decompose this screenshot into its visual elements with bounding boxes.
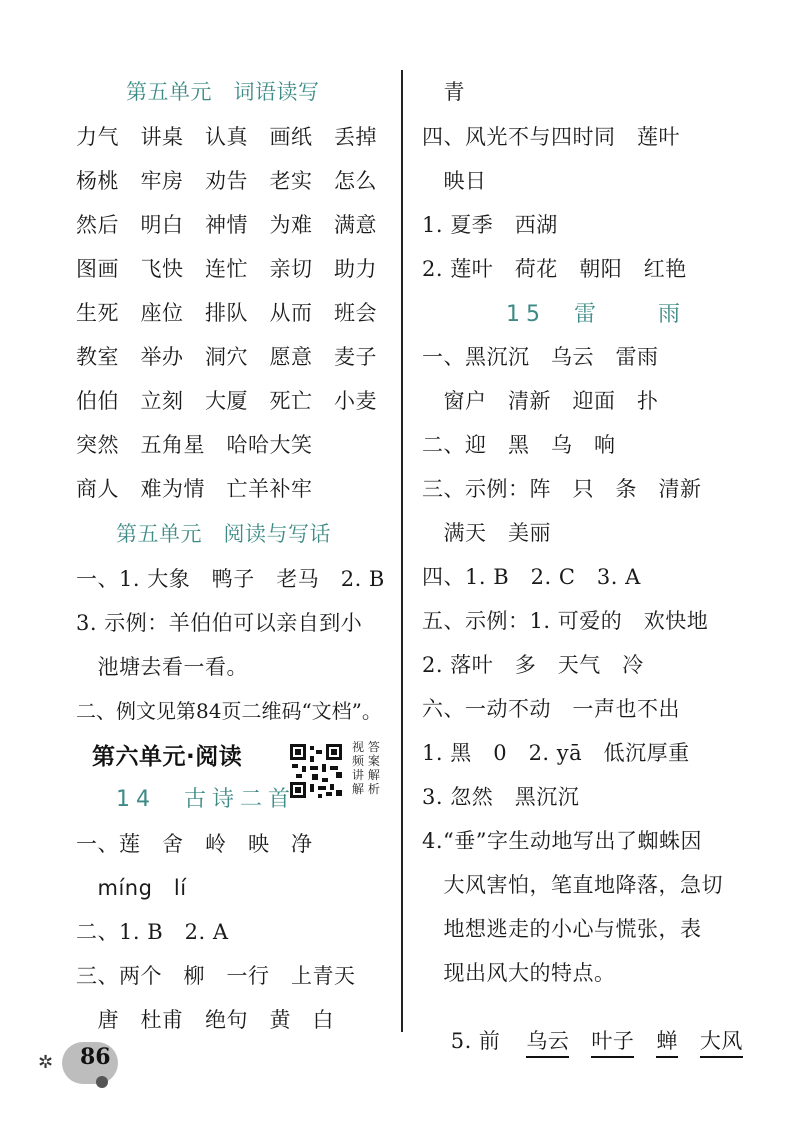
answer-line: 4.“垂”字生动地写出了蜘蛛因 <box>422 829 703 853</box>
answer-line: 唐 杜甫 绝句 黄 白 <box>76 1008 334 1032</box>
answer-line: 二、迎 黑 乌 响 <box>422 433 616 457</box>
vocab-row: 教室 举办 洞穴 愿意 麦子 <box>76 345 377 369</box>
answer-line: 映日 <box>422 169 487 193</box>
unit5-reading-title: 第五单元 阅读与写话 <box>116 522 331 546</box>
answer-line: 青 <box>422 80 465 104</box>
answer-line: 三、示例：阵 只 条 清新 <box>422 477 702 501</box>
page-number: 86 <box>80 1044 111 1070</box>
answer-prefix: 5. 前 <box>450 1029 501 1053</box>
lesson14-title: 14 古诗二首 <box>116 787 296 812</box>
answer-line: 二、例文见第84页二维码“文档”。 <box>76 699 382 723</box>
answer-line: 1. 黑 0 2. yā 低沉厚重 <box>422 741 690 765</box>
answer-line: 2. 莲叶 荷花 朝阳 红艳 <box>422 257 687 281</box>
answer-line: 一、1. 大象 鸭子 老马 2. B <box>76 567 385 591</box>
answer-line: 地想逃走的小心与慌张，表 <box>422 917 702 941</box>
vocab-row: 商人 难为情 亡羊补牢 <box>76 477 313 501</box>
qr-note-col1 <box>352 740 380 796</box>
answer-line: 1. 夏季 西湖 <box>422 213 558 237</box>
qr-note-line: 讲 解 <box>352 768 380 782</box>
lesson15-title: 15 雷 雨 <box>506 302 686 327</box>
answer-line: 窗户 清新 迎面 扑 <box>422 389 659 413</box>
answer-line: 3. 示例：羊伯伯可以亲自到小 <box>76 611 363 635</box>
column-divider <box>401 70 403 1032</box>
answer-line-5 <box>422 1001 765 1082</box>
star-icon: ✲ <box>38 1052 54 1073</box>
answer-line: 四、1. B 2. C 3. A <box>422 565 641 589</box>
unit6-title: 第六单元·阅读 <box>92 744 243 770</box>
pinyin-line: míng lí <box>76 876 187 900</box>
answer-line: 满天 美丽 <box>422 521 551 545</box>
vocab-row: 力气 讲桌 认真 画纸 丢掉 <box>76 125 377 149</box>
answer-line: 五、示例：1. 可爱的 欢快地 <box>422 609 709 633</box>
underlined-answer: 蝉 <box>656 1025 678 1058</box>
answer-line: 2. 落叶 多 天气 冷 <box>422 653 644 677</box>
vocab-row: 图画 飞快 连忙 亲切 助力 <box>76 257 377 281</box>
answer-line: 四、风光不与四时同 莲叶 <box>422 125 680 149</box>
qr-code-icon[interactable] <box>288 742 344 800</box>
qr-note-line: 频 案 <box>352 754 380 768</box>
vocab-row: 杨桃 牢房 劝告 老实 怎么 <box>76 169 377 193</box>
answer-line: 池塘去看一看。 <box>76 655 248 679</box>
answer-line: 六、一动不动 一声也不出 <box>422 697 680 721</box>
qr-note-line: 视 答 <box>352 740 380 754</box>
vocab-row: 伯伯 立刻 大厦 死亡 小麦 <box>76 389 377 413</box>
answer-line: 三、两个 柳 一行 上青天 <box>76 964 356 988</box>
answer-line: 现出风大的特点。 <box>422 961 616 985</box>
vocab-row: 生死 座位 排队 从而 班会 <box>76 301 377 325</box>
answer-line: 3. 忽然 黑沉沉 <box>422 785 580 809</box>
unit5-vocab-title: 第五单元 词语读写 <box>126 80 320 104</box>
underlined-answer: 叶子 <box>591 1025 634 1058</box>
vocab-row: 然后 明白 神情 为难 满意 <box>76 213 377 237</box>
vocab-row: 突然 五角星 哈哈大笑 <box>76 433 313 457</box>
answer-line: 一、莲 舍 岭 映 净 <box>76 832 313 856</box>
underlined-answer: 乌云 <box>526 1025 569 1058</box>
answer-line: 大风害怕，笔直地降落，急切 <box>422 873 723 897</box>
underlined-answer: 大风 <box>700 1025 743 1058</box>
answer-line: 一、黑沉沉 乌云 雷雨 <box>422 345 659 369</box>
qr-note-line: 解 析 <box>352 782 380 796</box>
dot-icon <box>96 1076 108 1088</box>
answer-line: 二、1. B 2. A <box>76 920 229 944</box>
